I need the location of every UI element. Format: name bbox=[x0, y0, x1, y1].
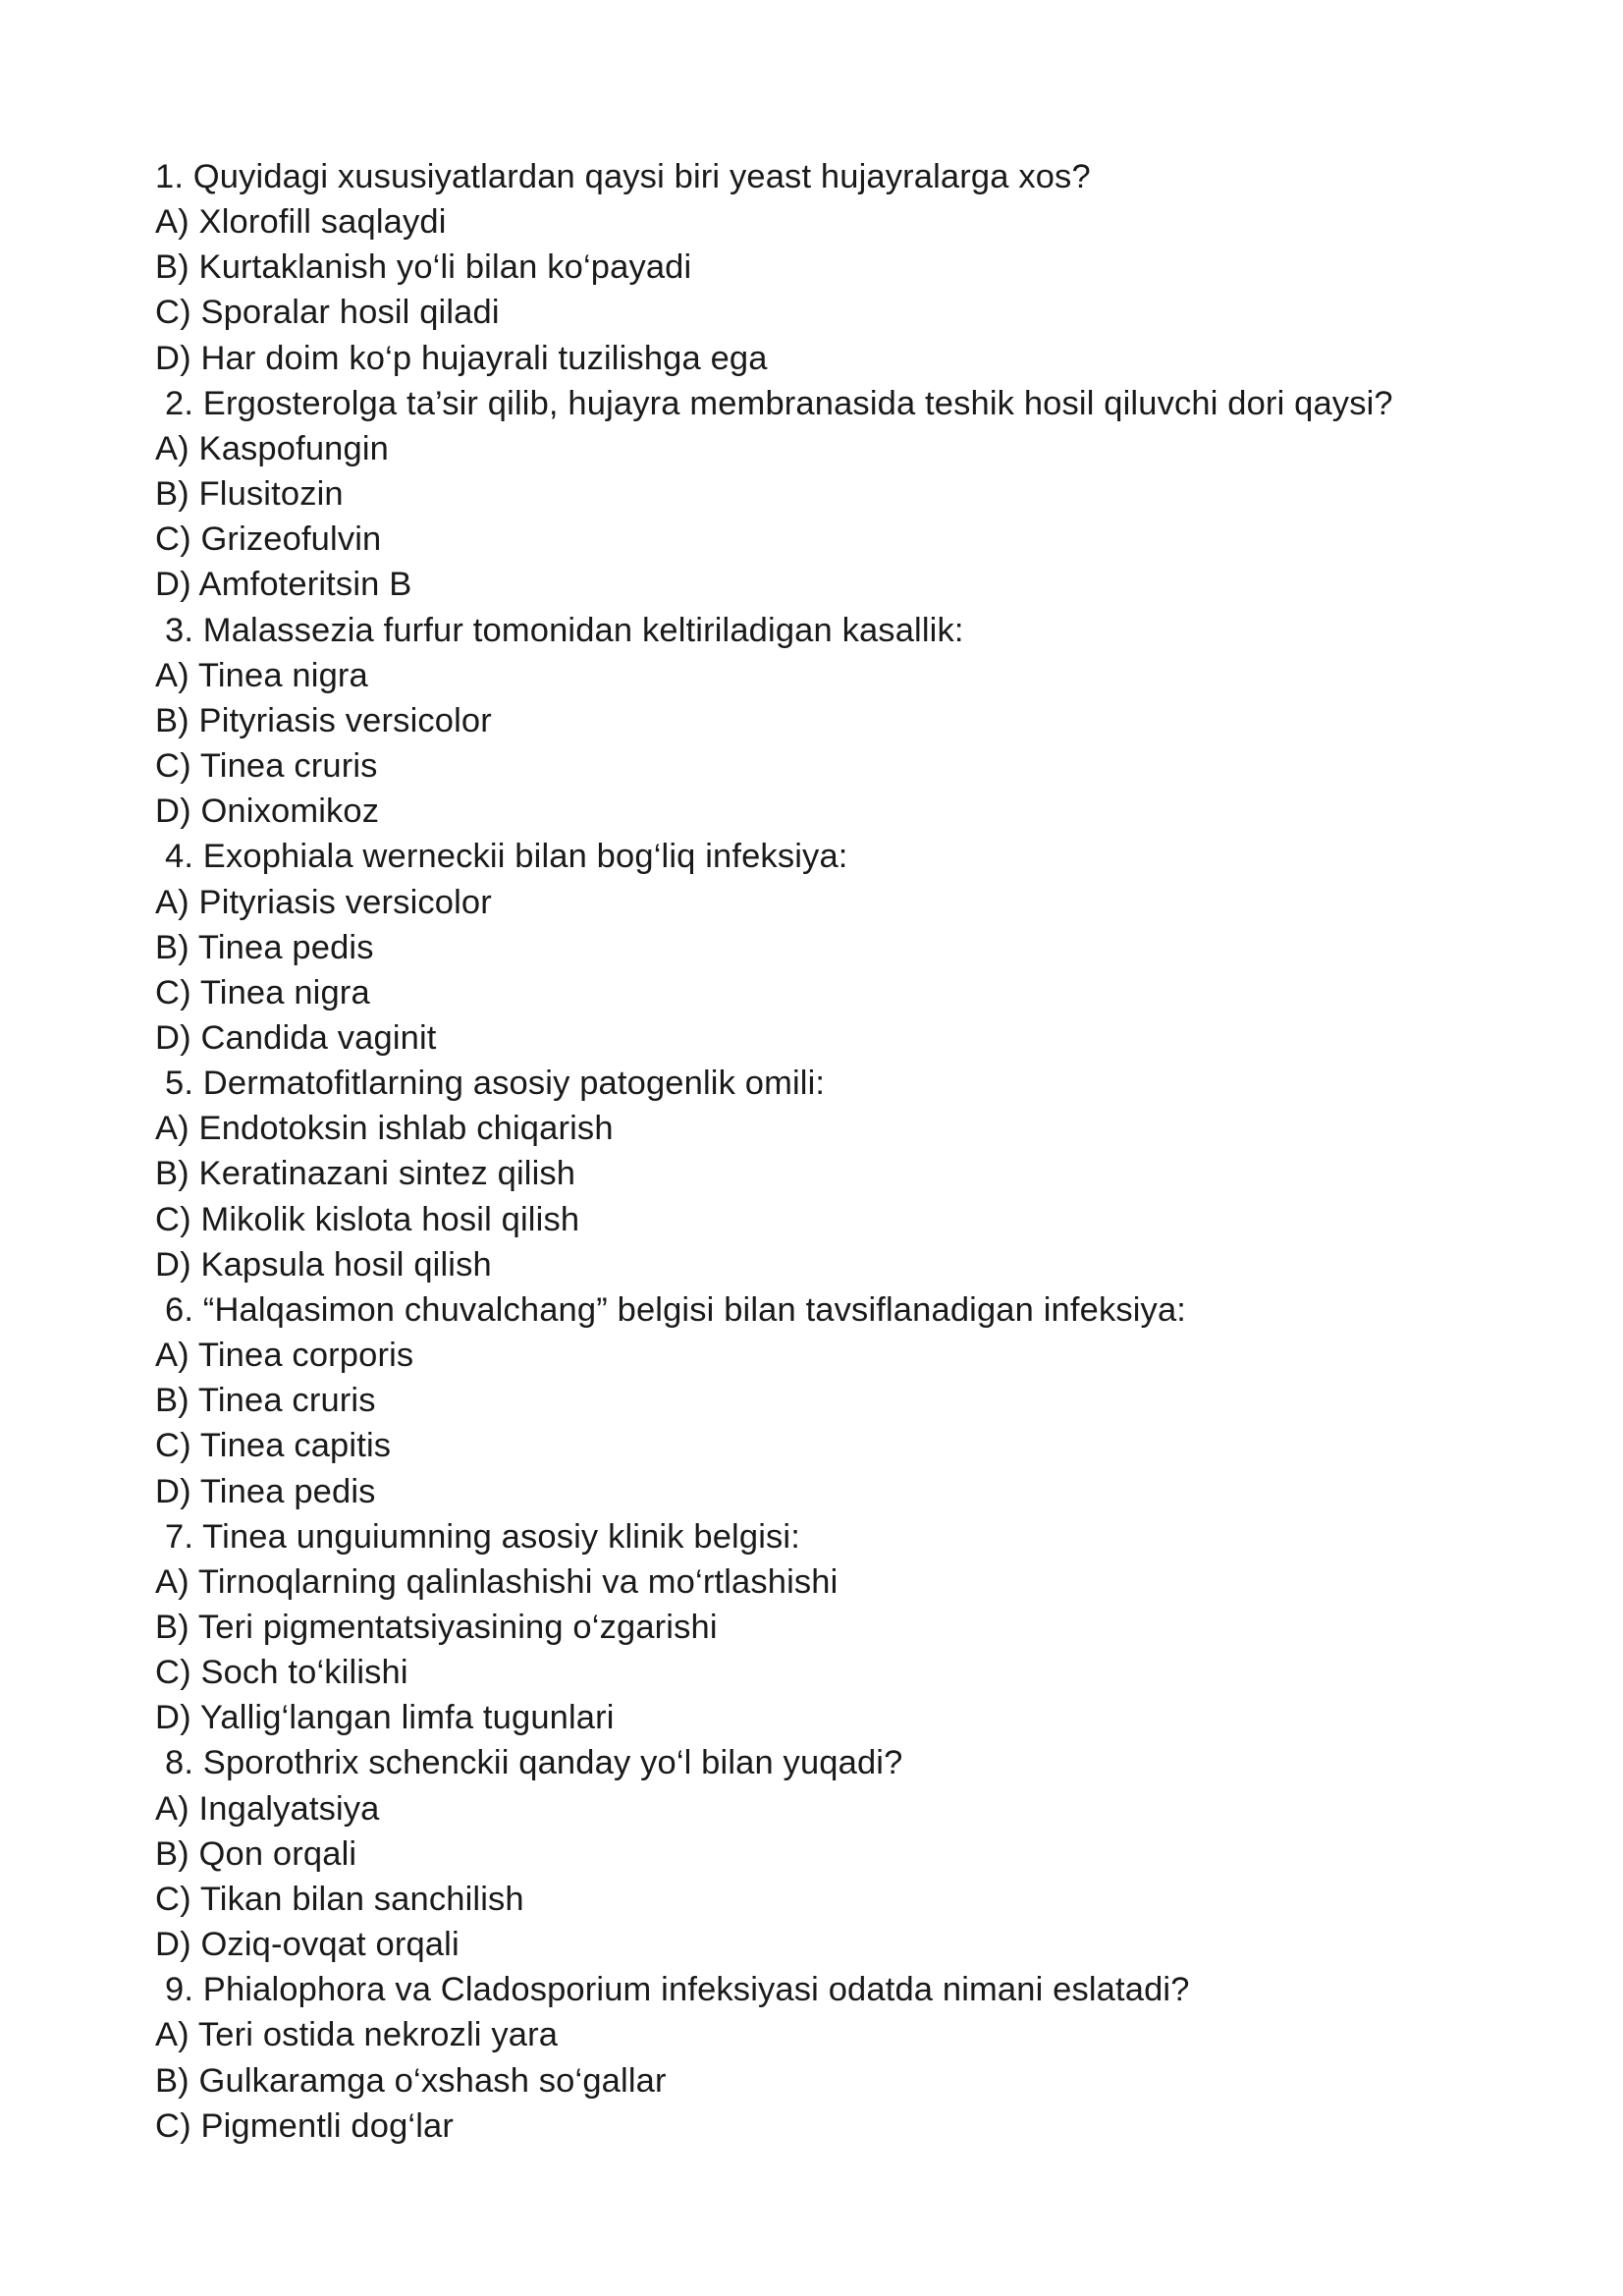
option-c: C) Tinea nigra bbox=[155, 973, 370, 1011]
option-c: C) Mikolik kislota hosil qilish bbox=[155, 1200, 580, 1238]
option-a: A) Tinea corporis bbox=[155, 1337, 414, 1375]
option-d: D) Kapsula hosil qilish bbox=[155, 1245, 492, 1284]
question-2 bbox=[155, 381, 1510, 608]
option-c: C) Soch to‘kilishi bbox=[155, 1654, 408, 1692]
option-d: D) Oziq-ovqat orqali bbox=[155, 1926, 460, 1964]
option-b: B) Gulkaramga o‘xshash so‘gallar bbox=[155, 2061, 667, 2100]
question-1 bbox=[155, 154, 1510, 381]
option-b: B) Qon orqali bbox=[155, 1834, 357, 1873]
option-b: B) Flusitozin bbox=[155, 475, 344, 514]
option-d: D) Tinea pedis bbox=[155, 1472, 376, 1510]
question-5 bbox=[155, 1061, 1510, 1287]
option-d: D) Yallig‘langan limfa tugunlari bbox=[155, 1699, 615, 1737]
option-d: D) Har doim ko‘p hujayrali tuzilishga ega bbox=[155, 339, 768, 377]
option-c: C) Sporalar hosil qiladi bbox=[155, 294, 500, 332]
question-text: 7. Tinea unguiumning asosiy klinik belgisi: bbox=[165, 1517, 800, 1556]
option-d: D) Candida vaginit bbox=[155, 1018, 437, 1057]
option-a: A) Teri ostida nekrozli yara bbox=[155, 2016, 559, 2054]
option-b: B) Teri pigmentatsiyasining o‘zgarishi bbox=[155, 1609, 718, 1646]
question-text: 3. Malassezia furfur tomonidan keltiriladigan kasallik: bbox=[165, 611, 964, 649]
option-c: C) Tikan bilan sanchilish bbox=[155, 1880, 524, 1918]
question-6 bbox=[155, 1287, 1510, 1514]
option-b: B) Kurtaklanish yo‘li bilan ko‘payadi bbox=[155, 248, 692, 287]
option-b: B) Tinea pedis bbox=[155, 928, 374, 966]
question-9 bbox=[155, 1967, 1510, 2149]
option-a: A) Ingalyatsiya bbox=[155, 1789, 380, 1828]
option-d: D) Amfoteritsin B bbox=[155, 566, 412, 604]
option-c: C) Grizeofulvin bbox=[155, 520, 382, 559]
option-b: B) Pityriasis versicolor bbox=[155, 701, 492, 739]
question-8 bbox=[155, 1740, 1510, 1967]
option-d: D) Onixomikoz bbox=[155, 793, 380, 831]
document-page bbox=[155, 154, 1510, 2149]
question-text: 6. “Halqasimon chuvalchang” belgisi bilan tavsiflanadigan infeksiya: bbox=[165, 1290, 1187, 1329]
option-b: B) Keratinazani sintez qilish bbox=[155, 1155, 576, 1193]
option-c: C) Tinea cruris bbox=[155, 747, 378, 786]
question-4 bbox=[155, 834, 1510, 1061]
option-a: A) Tirnoqlarning qalinlashishi va mo‘rtlashishi bbox=[155, 1562, 839, 1601]
option-a: A) Pityriasis versicolor bbox=[155, 883, 492, 921]
question-3 bbox=[155, 608, 1510, 835]
question-text: 1. Quyidagi xususiyatlardan qaysi biri yeast hujayralarga xos? bbox=[155, 158, 1091, 195]
question-text: 5. Dermatofitlarning asosiy patogenlik omili: bbox=[165, 1065, 826, 1103]
option-b: B) Tinea cruris bbox=[155, 1382, 376, 1420]
question-text: 8. Sporothrix schenckii qanday yo‘l bilan yuqadi? bbox=[165, 1744, 903, 1782]
option-c: C) Pigmentli dog‘lar bbox=[155, 2106, 455, 2145]
option-a: A) Xlorofill saqlaydi bbox=[155, 203, 447, 242]
question-text: 4. Exophiala werneckii bilan bog‘liq infeksiya: bbox=[165, 838, 848, 876]
question-text: 2. Ergosterolga ta’sir qilib, hujayra membranasida teshik hosil qiluvchi dori qaysi? bbox=[165, 384, 1393, 422]
question-text: 9. Phialophora va Cladosporium infeksiyasi odatda nimani eslatadi? bbox=[165, 1971, 1190, 2009]
option-a: A) Endotoksin ishlab chiqarish bbox=[155, 1110, 614, 1148]
option-a: A) Kaspofungin bbox=[155, 429, 390, 467]
option-a: A) Tinea nigra bbox=[155, 656, 368, 694]
option-c: C) Tinea capitis bbox=[155, 1427, 392, 1465]
question-7 bbox=[155, 1514, 1510, 1741]
